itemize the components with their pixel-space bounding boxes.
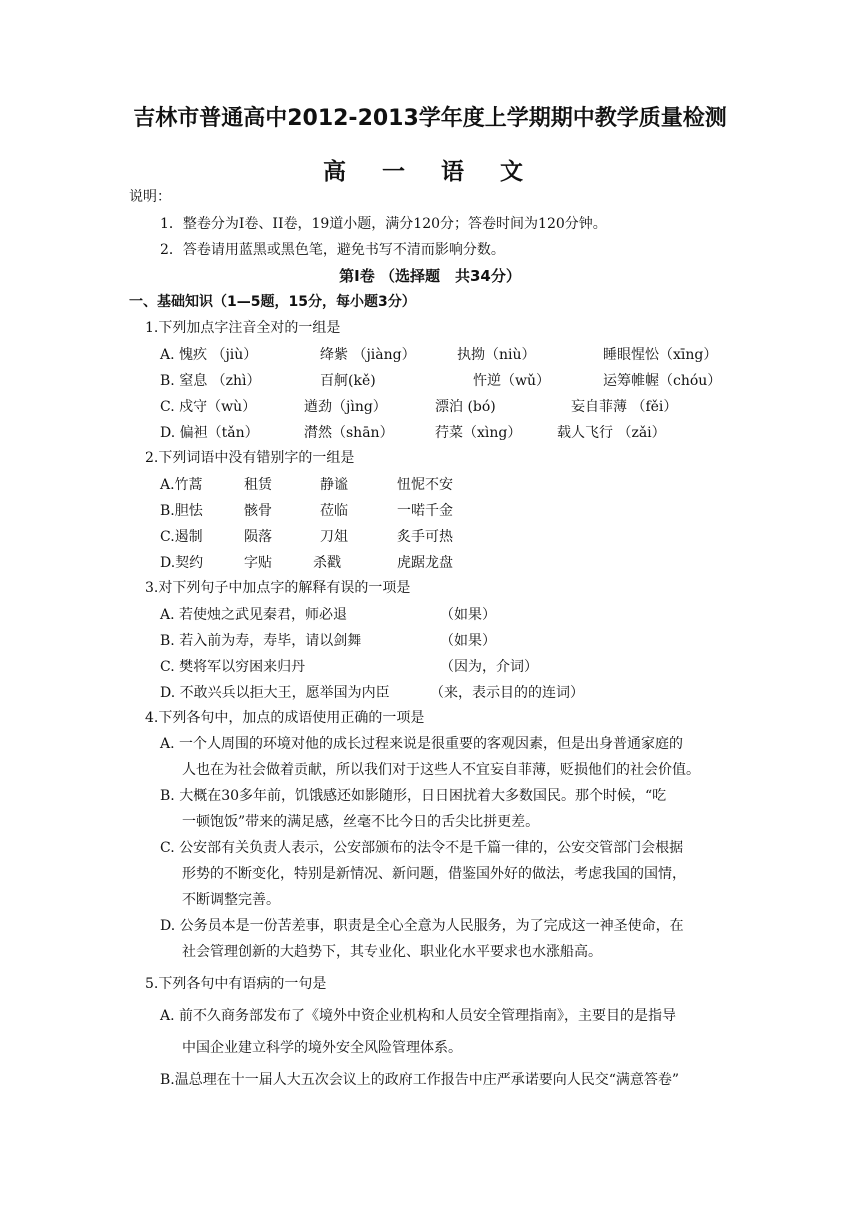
q2-option-d-3: 杀戳 bbox=[313, 555, 341, 571]
q4-option-a-cont: 人也在为社会做着贡献，所以我们对于这些人不宜妄自菲薄，贬损他们的社会价值。 bbox=[182, 762, 700, 778]
subject-title: 高 一 语 文 bbox=[322, 159, 538, 185]
q1-option-c-3: 漂泊 (bó) bbox=[435, 399, 496, 415]
question-3-stem: 3.对下列句子中加点字的解释有误的一项是 bbox=[145, 580, 411, 596]
q1-option-b-3: 忤逆（wǔ） bbox=[473, 373, 550, 389]
section-title: 第Ⅰ卷 （选择题 共34分） bbox=[339, 267, 521, 285]
q1-option-b-2: 百舸(kě) bbox=[320, 373, 376, 389]
note-item: 2．答卷请用蓝黑或黑色笔，避免书写不清而影响分数。 bbox=[160, 242, 505, 258]
q1-option-c-4: 妄自菲薄 （fěi） bbox=[571, 399, 678, 415]
question-4-stem: 4.下列各句中，加点的成语使用正确的一项是 bbox=[145, 710, 425, 726]
q1-option-a-3: 执拗（niù） bbox=[457, 347, 536, 363]
q2-option-b-4: 一喏千金 bbox=[397, 503, 453, 519]
q3-option-a-gloss: （如果） bbox=[440, 607, 496, 623]
q4-option-b: B. 大概在30多年前，饥饿感还如影随形，日日困扰着大多数国民。那个时候，“吃 bbox=[160, 788, 667, 804]
q3-option-a: A. 若使烛之武见秦君，师必退 bbox=[160, 607, 348, 623]
notes-label: 说明： bbox=[129, 189, 171, 205]
q3-option-c-gloss: （因为，介词） bbox=[440, 659, 538, 675]
q1-option-b-4: 运筹帷幄（chóu） bbox=[603, 373, 722, 389]
q2-option-a-3: 静谧 bbox=[320, 477, 348, 493]
q3-option-d: D. 不敢兴兵以拒大王，愿举国为内臣 bbox=[160, 685, 390, 701]
q3-option-b-gloss: （如果） bbox=[440, 633, 496, 649]
q2-option-c-4: 炙手可热 bbox=[397, 529, 453, 545]
exam-title: 吉林市普通高中2012-2013学年度上学期期中教学质量检测 bbox=[133, 106, 727, 131]
q4-option-c: C. 公安部有关负责人表示，公安部颁布的法令不是千篇一律的，公安交管部门会根据 bbox=[160, 840, 684, 856]
q1-option-d-3: 荇菜（xìng） bbox=[435, 425, 522, 441]
q5-option-a: A. 前不久商务部发布了《境外中资企业机构和人员安全管理指南》，主要目的是指导 bbox=[160, 1008, 677, 1024]
q3-option-b: B. 若入前为寿，寿毕，请以剑舞 bbox=[160, 633, 362, 649]
q1-option-b-1: B. 窒息 （zhì） bbox=[160, 373, 261, 389]
q1-option-a-1: A. 愧疚 （jiù） bbox=[160, 347, 258, 363]
question-1-stem: 1.下列加点字注音全对的一组是 bbox=[145, 320, 341, 336]
q2-option-d-4: 虎踞龙盘 bbox=[397, 555, 453, 571]
q5-option-b: B.温总理在十一届人大五次会议上的政府工作报告中庄严承诺要向人民交“满意答卷” bbox=[160, 1072, 680, 1088]
q2-option-a-1: A.竹蒿 bbox=[160, 477, 203, 493]
q4-option-c-cont: 不断调整完善。 bbox=[182, 892, 280, 908]
part-heading: 一、基础知识（1—5题，15分，每小题3分） bbox=[129, 294, 416, 310]
q1-option-a-4: 睡眼惺忪（xīng） bbox=[603, 347, 718, 363]
q1-option-d-4: 载人飞行 （zǎi） bbox=[557, 425, 666, 441]
q4-option-c-cont: 形势的不断变化，特别是新情况、新问题，借鉴国外好的做法，考虑我国的国情， bbox=[182, 866, 686, 882]
q2-option-b-2: 骸骨 bbox=[244, 503, 272, 519]
question-5-stem: 5.下列各句中有语病的一句是 bbox=[145, 976, 327, 992]
q2-option-c-1: C.遏制 bbox=[160, 529, 203, 545]
note-item: 1．整卷分为Ⅰ卷、II卷，19道小题，满分120分；答卷时间为120分钟。 bbox=[160, 216, 607, 232]
q5-option-a-cont: 中国企业建立科学的境外安全风险管理体系。 bbox=[182, 1040, 462, 1056]
q2-option-a-2: 租赁 bbox=[244, 477, 272, 493]
q1-option-a-2: 绛紫 （jiàng） bbox=[320, 347, 416, 363]
q2-option-a-4: 忸怩不安 bbox=[397, 477, 453, 493]
question-2-stem: 2.下列词语中没有错别字的一组是 bbox=[145, 450, 355, 466]
q4-option-a: A. 一个人周围的环境对他的成长过程来说是很重要的客观因素，但是出身普通家庭的 bbox=[160, 736, 684, 752]
q1-option-d-1: D. 偏袒（tǎn） bbox=[160, 425, 259, 441]
q2-option-c-3: 刀俎 bbox=[320, 529, 348, 545]
q4-option-d-cont: 社会管理创新的大趋势下，其专业化、职业化水平要求也水涨船高。 bbox=[182, 944, 602, 960]
q2-option-c-2: 陨落 bbox=[244, 529, 272, 545]
q3-option-d-gloss: （来，表示目的的连词） bbox=[430, 685, 584, 701]
q2-option-b-3: 莅临 bbox=[320, 503, 348, 519]
q2-option-b-1: B.胆怯 bbox=[160, 503, 203, 519]
q3-option-c: C. 樊将军以穷困来归丹 bbox=[160, 659, 306, 675]
q4-option-b-cont: 一顿饱饭”带来的满足感，丝毫不比今日的舌尖比拼更差。 bbox=[182, 814, 540, 830]
q1-option-c-2: 遒劲（jìng） bbox=[304, 399, 387, 415]
q1-option-d-2: 潸然（shān） bbox=[304, 425, 394, 441]
q4-option-d: D. 公务员本是一份苦差事，职责是全心全意为人民服务，为了完成这一神圣使命，在 bbox=[160, 918, 684, 934]
q2-option-d-1: D.契约 bbox=[160, 555, 204, 571]
q1-option-c-1: C. 戍守（wù） bbox=[160, 399, 257, 415]
q2-option-d-2: 字贴 bbox=[244, 555, 272, 571]
